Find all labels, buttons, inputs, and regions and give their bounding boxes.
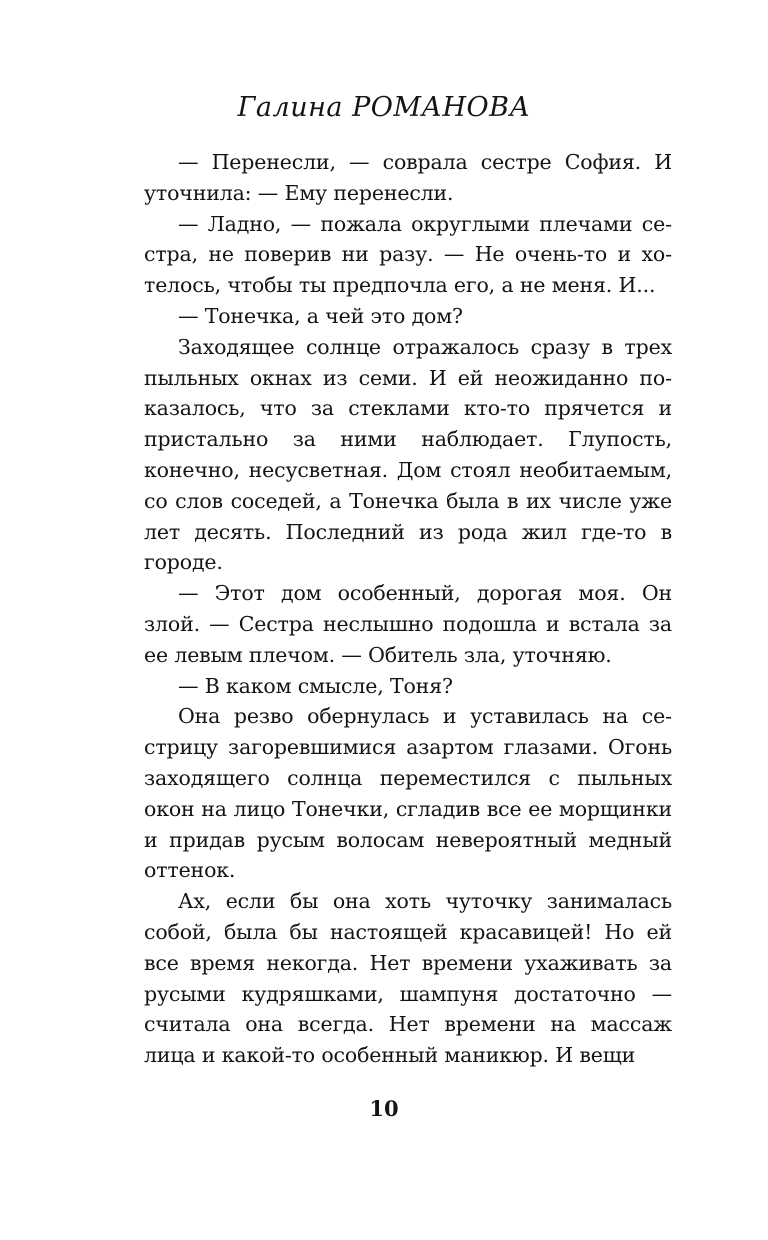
paragraph: — Этот дом особенный, дорогая моя. Он злой. — Сестра неслышно подошла и встала за ее левым плечом. — Обитель зла, уточняю. [144, 581, 672, 667]
body-text [144, 147, 672, 1071]
page-number: 10 [369, 1096, 399, 1121]
paragraph: — Тонечка, а чей это дом? [178, 303, 463, 328]
paragraph: — Перенесли, — соврала сестре София. И уточнила: — Ему перенесли. [144, 150, 672, 205]
paragraph: Ах, если бы она хоть чуточку занималась собой, была бы настоящей красавицей! Но ей все время некогда. Нет времени ухаживать за русыми кудряшками, шампуня достаточно — считала она всегда. Нет времени на массаж лица и какой-то особенный маникюр. И вещи [144, 889, 672, 1068]
paragraph: Заходящее солнце отражалось сразу в трех пыльных окнах из семи. И ей неожиданно показалось, что за стеклами кто-то прячется и пристально за ними наблюдает. Глупость, конечно, несусветная. Дом стоял необитаемым, со слов соседей, а Тонечка была в их числе уже лет десять. Последний из рода жил где-то в городе. [144, 334, 672, 575]
paragraph: Она резво обернулась и уставилась на сестрицу загоревшимися азартом глазами. Огонь заходящего солнца переместился с пыльных окон на лицо Тонечки, сгладив все ее морщинки и придав русым волосам невероятный медный оттенок. [144, 704, 672, 883]
paragraph: — В каком смысле, Тоня? [178, 673, 453, 698]
running-header-author: Галина РОМАНОВА [237, 92, 531, 123]
paragraph: — Ладно, — пожала округлыми плечами сестра, не поверив ни разу. — Не очень-то и хотелось, чтобы ты предпочла его, а не меня. И... [144, 211, 672, 298]
